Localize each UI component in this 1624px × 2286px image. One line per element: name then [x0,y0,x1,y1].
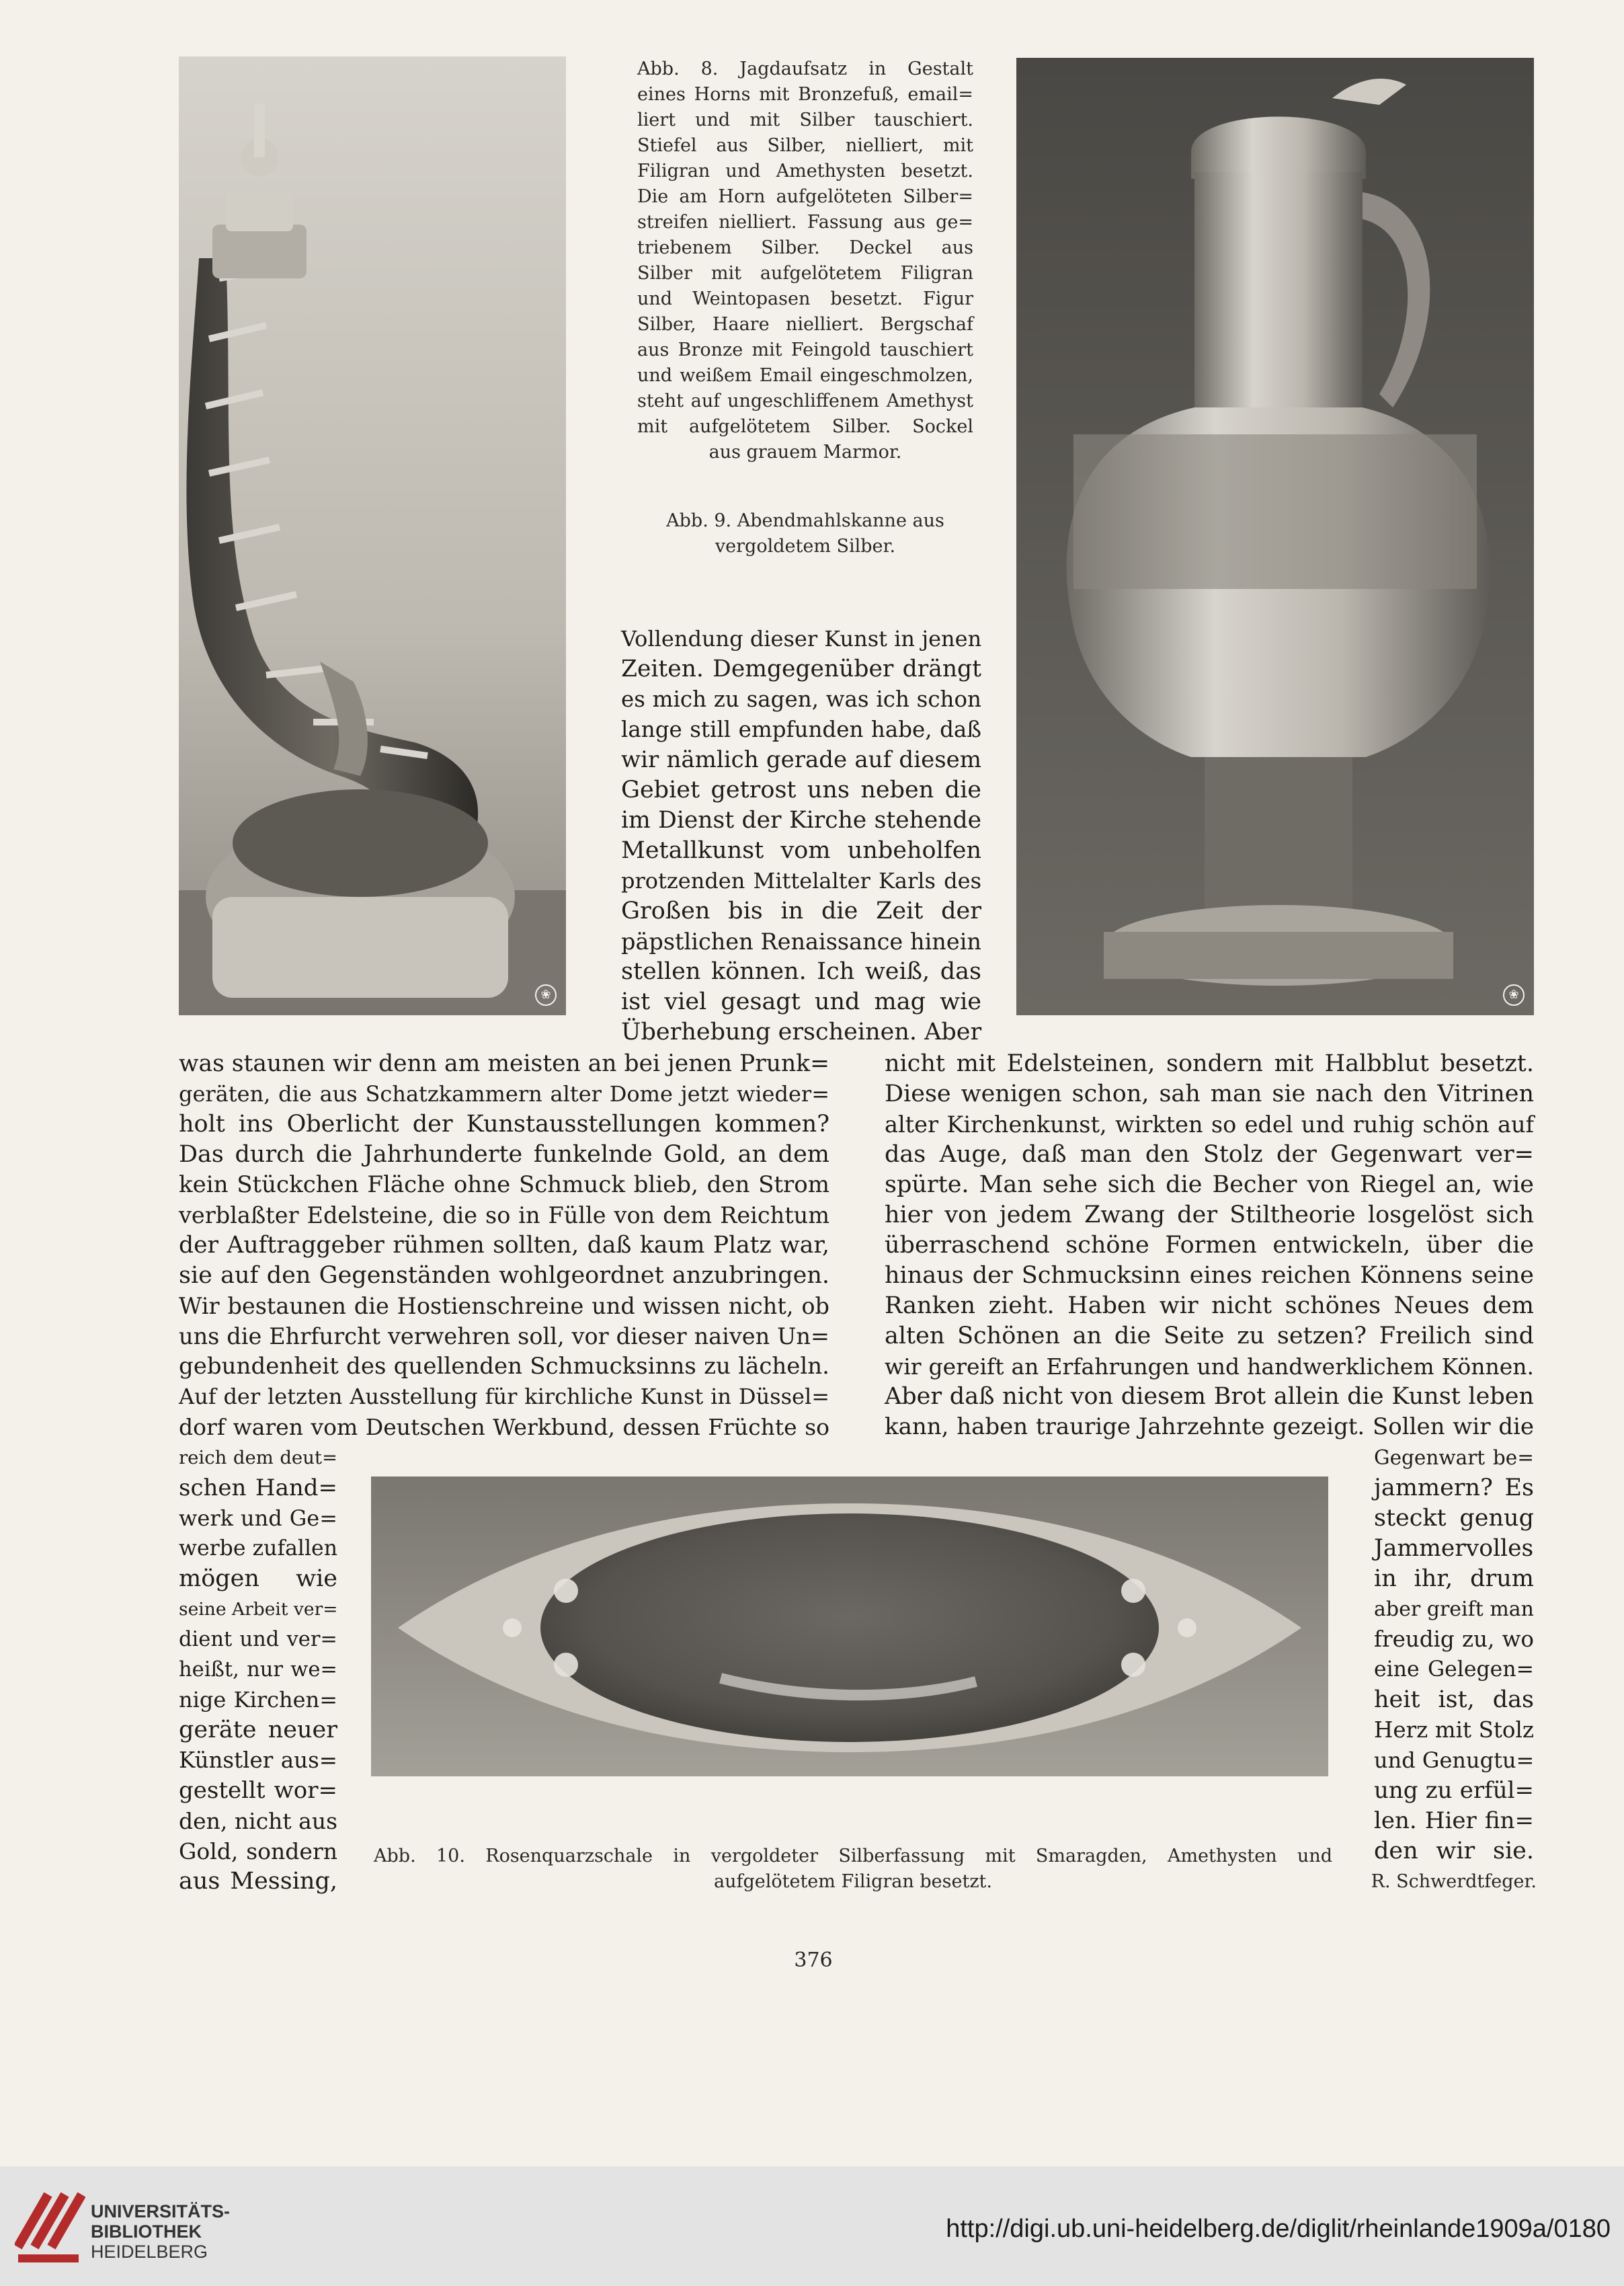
text-line: lange still empfunden habe, daß [621,717,981,742]
text-line: den wir sie. [1374,1838,1534,1864]
library-wordmark [91,2201,230,2262]
bowl-illustration [371,1476,1328,1776]
text-line: Metallkunst vom unbeholfen [621,837,981,864]
text-line: schen Hand= [179,1474,337,1501]
text-line: uns die Ehrfurcht verwehren soll, vor dieser naiven Un= [179,1323,829,1349]
text-line: Künstler aus= [179,1747,337,1773]
text-line: Diese wenigen schon, sah man sie nach den Vitrinen [885,1080,1534,1107]
text-line: Jammervolles [1374,1535,1534,1562]
text-line: geräte neuer [179,1717,337,1743]
text-line: gebundenheit des quellenden Schmucksinns zu lächeln. [179,1353,829,1380]
text-line: Vollendung dieser Kunst in jenen [621,626,982,652]
text-line: Zeiten. Demgegenüber drängt [621,656,981,682]
text-line: len. Hier fin= [1374,1807,1534,1834]
text-line: steckt genug [1374,1505,1534,1532]
text-line: heißt, nur we= [179,1658,337,1682]
caption-abb-10-line-1: Abb. 10. Rosenquarzschale in vergoldeter Silberfassung mit Smaragden, Amethysten und [374,1846,1332,1866]
text-line: Abb. 8. Jagdaufsatz in Gestalt [637,58,973,79]
text-line: liert und mit Silber tauschiert. [637,110,973,130]
text-line: Herz mit Stolz [1374,1717,1534,1743]
text-line: hier von jedem Zwang der Stiltheorie losgelöst sich [885,1201,1534,1228]
publisher-monogram-icon: ❀ [535,984,557,1006]
text-line: Überhebung erscheinen. Aber [621,1019,982,1046]
text-line: den, nicht aus [179,1808,338,1834]
text-line: Wir bestaunen die Hostienschreine und wissen nicht, ob [179,1293,829,1319]
library-footer [0,2166,1624,2286]
text-line: und Genugtu= [1374,1747,1535,1773]
caption-abb-9 [637,508,973,559]
text-line: ung zu erfül= [1374,1777,1534,1804]
library-wordmark-line: UNIVERSITÄTS- [91,2201,231,2221]
text-line: aus Bronze mit Feingold tauschiert [637,340,973,360]
publisher-monogram-icon: ❀ [1503,984,1525,1006]
text-line: werbe zufallen [179,1536,337,1561]
text-line: Ranken zieht. Haben wir nicht schönes Neues dem [885,1292,1534,1319]
university-library-logo-icon [15,2184,85,2271]
text-line: wir nämlich gerade auf diesem [621,746,981,773]
horn-illustration [179,56,566,1015]
text-line: eine Gelegen= [1374,1657,1534,1682]
text-line: Die am Horn aufgelöteten Silber= [637,186,973,207]
caption-abb-10-line-2: aufgelötetem Filigran besetzt. [714,1871,992,1892]
figure-horn-photo [179,56,566,1015]
text-line: werk und Ge= [179,1505,337,1531]
text-line: protzenden Mittelalter Karls des [621,868,981,894]
text-line: was staunen wir denn am meisten an bei jenen Prunk= [179,1050,829,1077]
text-column-top [621,624,981,1048]
text-line: ist viel gesagt und mag wie [621,988,981,1015]
text-line: mögen wie [179,1565,337,1592]
text-column-right-narrow [1374,1443,1534,1866]
text-line: sie auf den Gegenständen wohlgeordnet anzubringen. [179,1262,829,1289]
text-line: Silber mit aufgelötetem Filigran [637,263,973,284]
source-url[interactable]: http://digi.ub.uni-heidelberg.de/diglit/rheinlande1909a/0180 [946,2215,1611,2243]
text-line: mit aufgelötetem Silber. Sockel [637,416,973,437]
caption-abb-10-author: R. Schwerdtfeger. [1371,1871,1537,1892]
text-line: dient und ver= [179,1628,337,1651]
text-line: Gold, sondern [179,1838,337,1864]
text-line: Gebiet getrost uns neben die [621,777,981,803]
caption-abb-8-last-line: aus grauem Marmor. [708,442,902,463]
text-line: aber greift man [1374,1598,1534,1621]
figure-jug-photo [1016,58,1534,1015]
caption-abb-8-body [637,56,973,440]
text-line: jammern? Es [1374,1474,1534,1501]
text-line: Stiefel aus Silber, nielliert, mit [637,135,973,156]
caption-abb-8 [637,56,973,465]
text-line: gestellt wor= [179,1777,337,1804]
page-number: 376 [794,1948,833,1972]
text-line: Gegenwart be= [1374,1446,1534,1469]
text-line: dorf waren vom Deutschen Werkbund, dessen Früchte so [179,1414,829,1440]
text-line: und weißem Email eingeschmolzen, [637,365,973,386]
text-line: päpstlichen Renaissance hinein [621,929,981,955]
caption-abb-9-line: Abb. 9. Abendmahlskanne aus [666,510,944,531]
text-line: alter Kirchenkunst, wirkten so edel und ruhig schön auf [885,1111,1534,1138]
caption-abb-9-line: vergoldetem Silber. [715,536,896,557]
text-line: überraschend schöne Formen entwickeln, über die [885,1232,1534,1259]
text-line: triebenem Silber. Deckel aus [637,237,973,258]
library-wordmark-line: HEIDELBERG [91,2242,208,2262]
text-line: seine Arbeit ver= [179,1599,338,1620]
text-line: reich dem deut= [179,1447,337,1468]
library-wordmark-line: BIBLIOTHEK [91,2221,202,2242]
text-line: heit ist, das [1374,1686,1534,1713]
text-line: kann, haben traurige Jahrzehnte gezeigt. Sollen wir die [885,1413,1534,1440]
text-line: steht auf ungeschliffenem Amethyst [637,391,973,411]
text-line: es mich zu sagen, was ich schon [621,686,981,712]
text-column-right [885,1049,1534,1442]
text-line: aus Messing, [179,1868,337,1895]
text-line: eines Horns mit Bronzefuß, email= [637,84,973,105]
figure-bowl-photo [371,1476,1328,1776]
text-line: verblaßter Edelsteine, die so in Fülle von dem Reichtum [179,1202,829,1228]
text-line: streifen nielliert. Fassung aus ge= [637,212,973,233]
caption-abb-10 [374,1844,1332,1895]
text-line: hinaus der Schmucksinn eines reichen Könnens seine [885,1262,1534,1289]
text-line: spürte. Man sehe sich die Becher von Riegel an, wie [885,1171,1534,1198]
text-line: Aber daß nicht von diesem Brot allein die Kunst leben [885,1383,1534,1410]
text-line: Silber, Haare nielliert. Bergschaf [637,314,973,335]
text-line: holt ins Oberlicht der Kunstausstellungen kommen? [179,1111,829,1138]
text-line: freudig zu, wo [1374,1626,1534,1652]
text-line: alten Schönen an die Seite zu setzen? Freilich sind [885,1323,1534,1349]
text-line: in ihr, drum [1374,1565,1534,1592]
jug-illustration [1016,58,1534,1015]
text-line: und Weintopasen besetzt. Figur [637,288,973,309]
text-line: nige Kirchen= [179,1687,337,1712]
text-line: im Dienst der Kirche stehende [621,807,981,834]
text-line: Großen bis in die Zeit der [621,898,981,924]
text-line: der Auftraggeber rühmen sollten, daß kaum Platz war, [179,1232,829,1259]
text-line: Auf der letzten Ausstellung für kirchliche Kunst in Düssel= [179,1384,829,1409]
text-line: nicht mit Edelsteinen, sondern mit Halbblut besetzt. [885,1050,1534,1077]
text-line: Filigran und Amethysten besetzt. [637,161,973,182]
text-line: das Auge, daß man den Stolz der Gegenwart ver= [885,1141,1534,1168]
text-line: Das durch die Jahrhunderte funkelnde Gold, an dem [179,1141,829,1168]
text-column-left [179,1049,829,1442]
text-column-left-narrow [179,1443,337,1897]
text-line: geräten, die aus Schatzkammern alter Dome jetzt wieder= [179,1081,829,1107]
text-line: kein Stückchen Fläche ohne Schmuck blieb, den Strom [179,1171,829,1198]
text-line: wir gereift an Erfahrungen und handwerklichem Können. [885,1353,1534,1380]
text-line: stellen können. Ich weiß, das [621,958,981,985]
